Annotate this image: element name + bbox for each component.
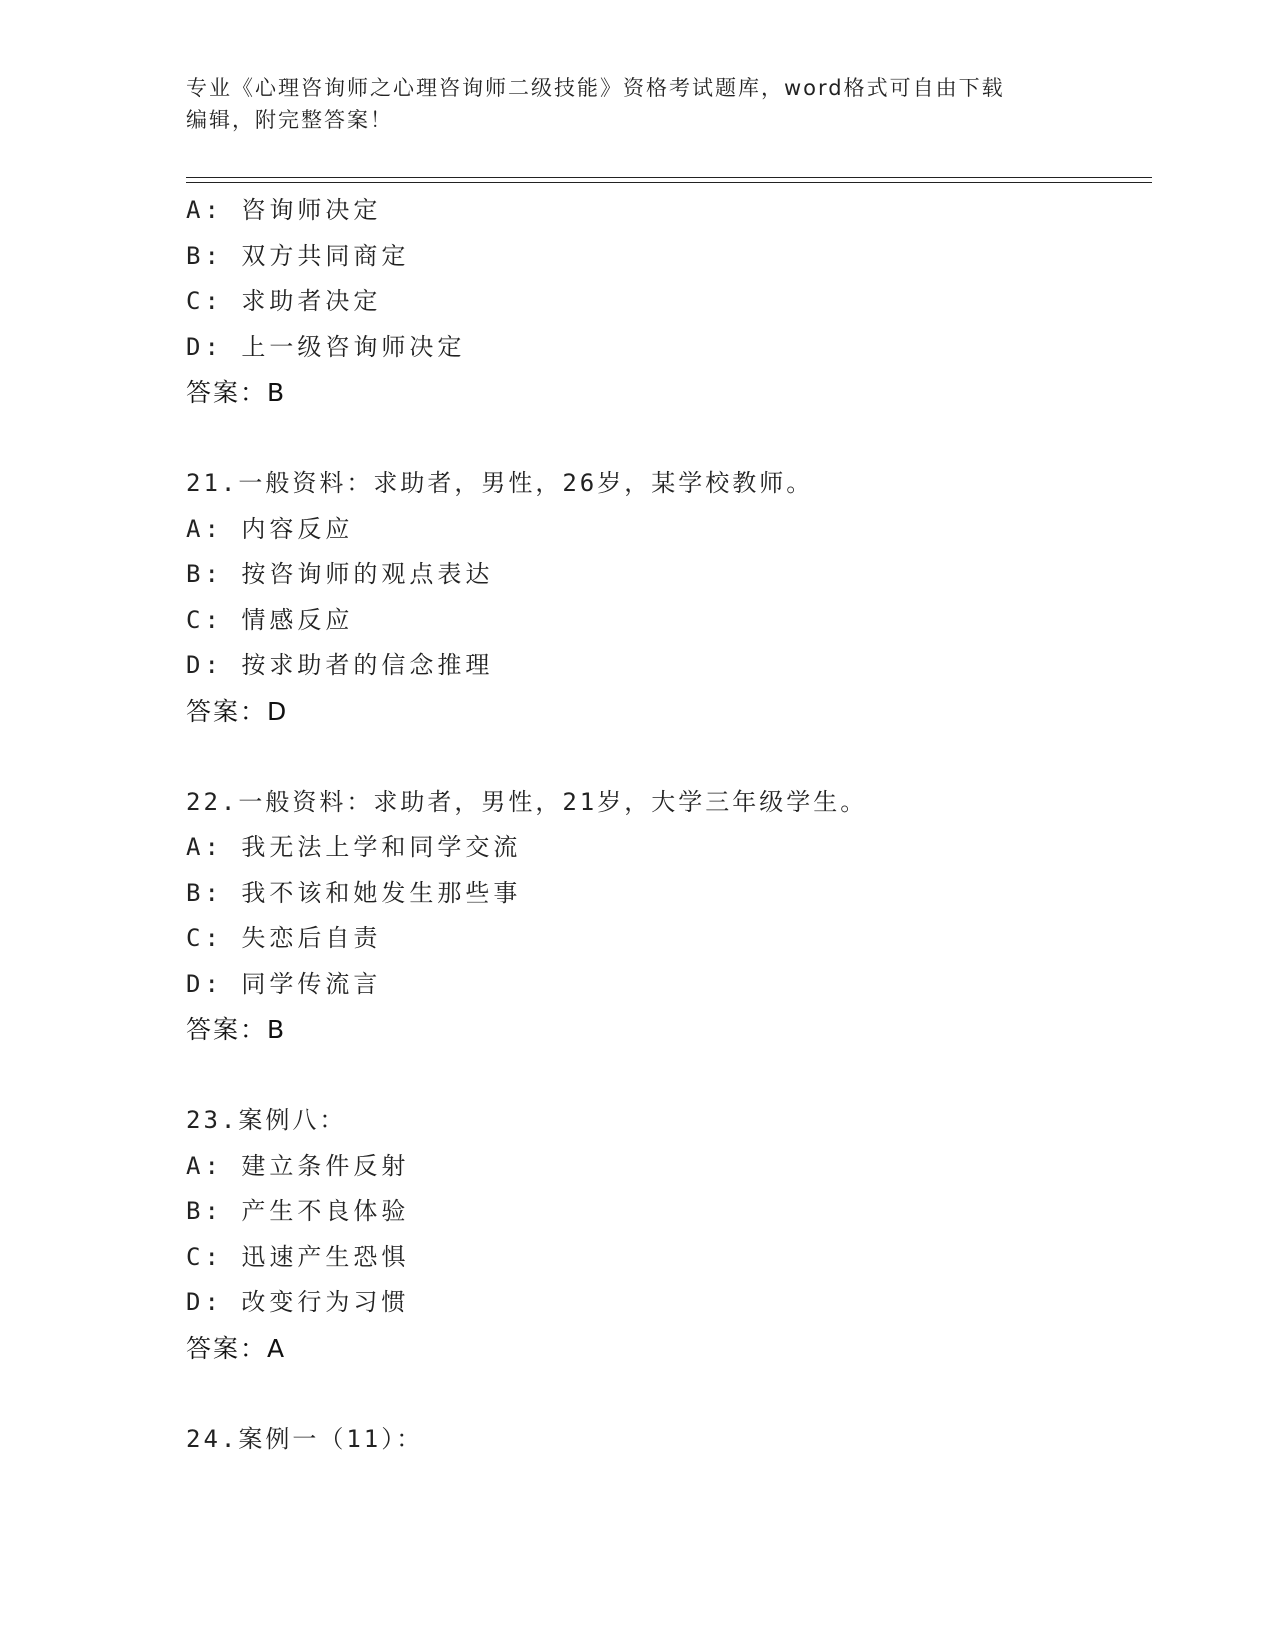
option-d: D: 同学传流言 [186, 969, 382, 998]
question-stem: 22.一般资料：求助者，男性，21岁，大学三年级学生。 [186, 787, 868, 816]
answer-line: 答案：B [186, 378, 287, 407]
question-block-22 [186, 780, 1152, 1053]
option-a: A: 建立条件反射 [186, 1151, 410, 1180]
question-block-23 [186, 1098, 1152, 1371]
option-a: A: 咨询师决定 [186, 196, 382, 224]
option-d: D: 改变行为习惯 [186, 1288, 410, 1316]
question-stem: 23.案例八： [186, 1106, 347, 1134]
question-list [186, 188, 1152, 1462]
answer-line: 答案：D [186, 696, 289, 726]
question-block-20 [186, 188, 1152, 416]
header-line-2: 编辑，附完整答案！ [186, 108, 393, 132]
option-d: D: 按求助者的信念推理 [186, 651, 494, 679]
option-b: B: 我不该和她发生那些事 [186, 878, 522, 907]
option-b: B: 按咨询师的观点表达 [186, 560, 494, 588]
option-d: D: 上一级咨询师决定 [186, 332, 466, 361]
header-rule-bottom [186, 182, 1152, 183]
option-c: C: 情感反应 [186, 605, 354, 634]
option-a: A: 我无法上学和同学交流 [186, 833, 522, 861]
answer-line: 答案：B [186, 1015, 287, 1044]
answer-line: 答案：A [186, 1333, 287, 1363]
question-stem: 24.案例一（11）： [186, 1424, 424, 1453]
spacer [186, 1053, 1152, 1099]
option-b: B: 双方共同商定 [186, 241, 410, 270]
option-b: B: 产生不良体验 [186, 1197, 410, 1225]
option-c: C: 求助者决定 [186, 287, 382, 315]
option-c: C: 失恋后自责 [186, 924, 382, 952]
spacer [186, 734, 1152, 780]
question-block-21 [186, 461, 1152, 734]
option-c: C: 迅速产生恐惧 [186, 1242, 410, 1271]
question-stem: 21.一般资料：求助者，男性，26岁，某学校教师。 [186, 469, 814, 497]
spacer [186, 1371, 1152, 1417]
header-line-1: 专业《心理咨询师之心理咨询师二级技能》资格考试题库，word格式可自由下载 [186, 76, 1005, 100]
question-block-24 [186, 1417, 1152, 1463]
option-a: A: 内容反应 [186, 514, 354, 543]
header-rule-top [186, 177, 1152, 178]
document-header [186, 72, 1086, 136]
spacer [186, 416, 1152, 462]
